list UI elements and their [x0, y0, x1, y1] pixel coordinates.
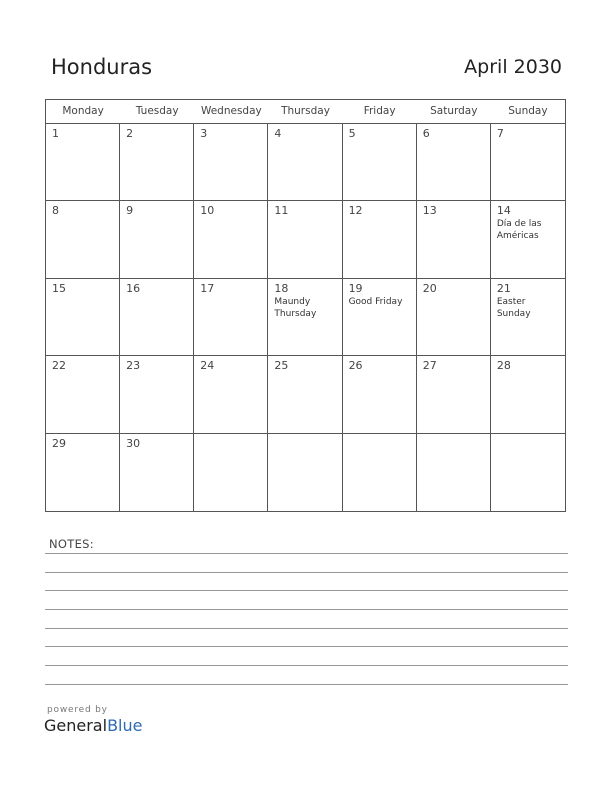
- day-number: 10: [200, 204, 215, 218]
- day-cell: [343, 434, 417, 511]
- brand-general: General: [44, 716, 108, 735]
- day-number: 20: [422, 281, 437, 295]
- note-line: [45, 590, 568, 591]
- day-cell: [491, 279, 565, 356]
- day-cell: [46, 201, 120, 278]
- day-cell: [46, 124, 120, 201]
- weekday-label: Sunday: [508, 105, 548, 117]
- day-number: 27: [422, 359, 437, 373]
- day-cell: [417, 201, 491, 278]
- day-number: 29: [52, 436, 66, 450]
- month-year-title: April 2030: [464, 56, 562, 78]
- day-cell: [46, 356, 120, 433]
- holiday-label: Good Friday: [348, 296, 403, 307]
- note-line: [45, 628, 568, 629]
- day-cell: [268, 124, 342, 201]
- day-number: 3: [200, 127, 208, 140]
- day-cell: [46, 434, 120, 511]
- day-number: 21: [496, 281, 511, 295]
- day-cell: [120, 356, 194, 433]
- day-cell: [268, 356, 342, 433]
- day-number: 12: [348, 204, 363, 218]
- note-line: [45, 665, 568, 666]
- day-number: 24: [200, 359, 215, 373]
- day-cell: [417, 124, 491, 201]
- day-number: 13: [422, 204, 437, 218]
- day-number: 16: [126, 281, 141, 295]
- day-number: 4: [274, 127, 282, 140]
- day-cell: [491, 434, 565, 511]
- day-number: 14: [496, 204, 511, 218]
- day-cell: [491, 201, 565, 278]
- day-number: 5: [348, 127, 356, 140]
- day-cell: [120, 201, 194, 278]
- day-cell: [343, 356, 417, 433]
- day-cell: [194, 434, 268, 511]
- day-cell: [491, 124, 565, 201]
- weekday-label: Wednesday: [200, 105, 262, 117]
- day-cell: [343, 124, 417, 201]
- day-cell: [268, 201, 342, 278]
- day-cell: [268, 434, 342, 511]
- weekday-label: Saturday: [430, 105, 478, 117]
- day-cell: [46, 279, 120, 356]
- note-line: [45, 609, 568, 610]
- day-grid: [46, 124, 565, 511]
- weekday-header-row: [46, 100, 565, 124]
- day-number: 11: [274, 204, 289, 218]
- day-cell: [194, 279, 268, 356]
- day-cell: [194, 356, 268, 433]
- country-title: Honduras: [51, 55, 153, 79]
- day-number: 17: [200, 281, 215, 295]
- day-number: 28: [496, 359, 511, 373]
- holiday-label: Easter Sunday: [496, 296, 531, 319]
- day-number: 23: [126, 359, 141, 373]
- notes-label: NOTES:: [49, 537, 94, 551]
- day-number: 7: [496, 127, 504, 140]
- day-cell: [194, 124, 268, 201]
- powered-by-text: powered by: [47, 705, 108, 715]
- brand-logo: [44, 716, 142, 735]
- day-number: 26: [348, 359, 363, 373]
- weekday-label: Monday: [62, 105, 104, 117]
- day-number: 6: [422, 127, 430, 140]
- day-cell: [417, 279, 491, 356]
- weekday-label: Tuesday: [135, 105, 179, 117]
- day-cell: [491, 356, 565, 433]
- day-cell: [417, 434, 491, 511]
- day-number: 19: [348, 281, 363, 295]
- day-cell: [120, 434, 194, 511]
- calendar-grid: [45, 99, 566, 512]
- holiday-label: Maundy Thursday: [274, 296, 317, 319]
- brand-blue: Blue: [107, 716, 143, 735]
- day-number: 30: [126, 436, 141, 450]
- day-cell: [343, 201, 417, 278]
- note-line: [45, 684, 568, 685]
- note-line: [45, 646, 568, 647]
- day-cell: [417, 356, 491, 433]
- day-number: 18: [274, 281, 289, 295]
- day-number: 2: [126, 127, 134, 140]
- day-number: 9: [126, 204, 134, 218]
- day-number: 1: [52, 127, 59, 140]
- day-cell: [120, 124, 194, 201]
- weekday-label: Thursday: [281, 105, 330, 117]
- weekday-label: Friday: [363, 105, 396, 117]
- holiday-label: Día de las Américas: [496, 219, 542, 242]
- day-cell: [194, 201, 268, 278]
- day-cell: [268, 279, 342, 356]
- note-line: [45, 572, 568, 573]
- note-line: [45, 553, 568, 554]
- day-number: 8: [52, 204, 59, 218]
- day-cell: [120, 279, 194, 356]
- day-number: 15: [52, 281, 66, 295]
- day-number: 22: [52, 359, 66, 373]
- day-number: 25: [274, 359, 289, 373]
- day-cell: [343, 279, 417, 356]
